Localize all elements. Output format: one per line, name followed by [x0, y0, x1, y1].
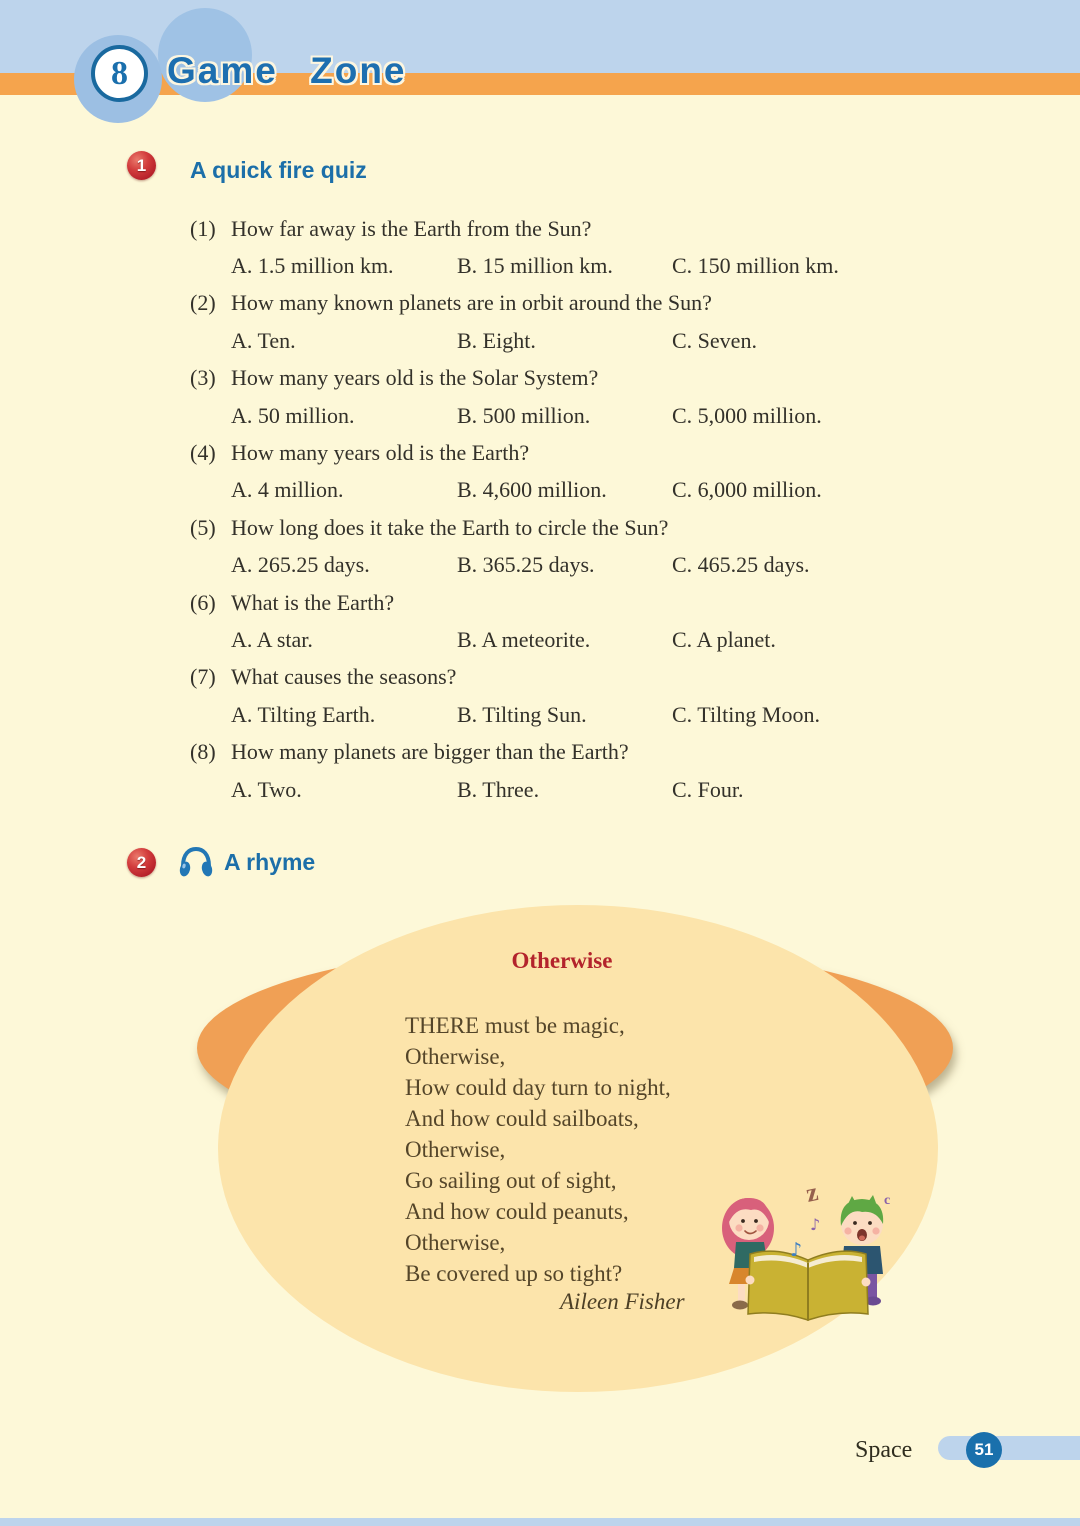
headphones-icon [178, 845, 214, 879]
option-b: B. 15 million km. [457, 253, 613, 279]
page-title: Game Zone [167, 50, 407, 91]
music-note: ♪ [810, 1215, 821, 1234]
question-line [0, 733, 1080, 770]
option-b: B. 365.25 days. [457, 552, 595, 578]
option-b: B. 500 million. [457, 402, 591, 428]
music-note: z [803, 1177, 821, 1208]
question-number: (6) [190, 589, 216, 615]
answer-line [0, 247, 1080, 284]
option-c: C. Tilting Moon. [672, 701, 820, 727]
question-line [0, 360, 1080, 397]
option-a: A. Two. [231, 776, 302, 802]
option-a: A. A star. [231, 626, 313, 652]
footer-band [0, 1518, 1080, 1526]
question-text: How many planets are bigger than the Earth? [231, 739, 629, 765]
option-c: C. 150 million km. [672, 253, 839, 279]
option-a: A. 50 million. [231, 402, 355, 428]
poem-line: And how could sailboats, [405, 1106, 639, 1131]
quiz-question [0, 659, 1080, 734]
page-number: 51 [974, 1440, 994, 1459]
section-2-badge [127, 848, 156, 877]
quiz-question [0, 285, 1080, 360]
question-text: What causes the seasons? [231, 664, 457, 690]
section-2-title: A rhyme [224, 849, 316, 875]
children-reading-illustration [710, 1168, 910, 1358]
unit-number-badge [91, 45, 148, 102]
poem-line: Go sailing out of sight, [405, 1168, 617, 1193]
option-b: B. A meteorite. [457, 626, 591, 652]
option-b: B. Eight. [457, 327, 536, 353]
page-number-badge [966, 1432, 1002, 1468]
footer-section-label: Space [855, 1437, 913, 1463]
music-note: ♪ [790, 1239, 803, 1261]
question-number: (5) [190, 514, 216, 540]
option-c: C. Seven. [672, 327, 757, 353]
option-a: A. 4 million. [231, 477, 344, 503]
question-line [0, 434, 1080, 471]
option-a: A. 265.25 days. [231, 552, 370, 578]
question-text: How far away is the Earth from the Sun? [231, 215, 592, 241]
poem-line: THERE must be magic, [405, 1013, 625, 1038]
poem-author: Aileen Fisher [560, 1289, 685, 1314]
question-number: (3) [190, 365, 216, 391]
question-number: (1) [190, 215, 216, 241]
quiz-question [0, 210, 1080, 285]
page-number-pill [938, 1436, 1080, 1460]
unit-number: 8 [111, 54, 128, 92]
question-text: What is the Earth? [231, 589, 395, 615]
option-a: A. 1.5 million km. [231, 253, 394, 279]
answer-line [0, 322, 1080, 359]
question-number: (7) [190, 664, 216, 690]
option-b: B. Tilting Sun. [457, 701, 587, 727]
poem-line: How could day turn to night, [405, 1075, 671, 1100]
question-line [0, 509, 1080, 546]
answer-line [0, 397, 1080, 434]
question-text: How many years old is the Earth? [231, 440, 530, 466]
question-line [0, 285, 1080, 322]
option-c: C. 5,000 million. [672, 402, 822, 428]
quiz-question [0, 733, 1080, 808]
poem-line: Otherwise, [405, 1230, 506, 1255]
option-c: C. 6,000 million. [672, 477, 822, 503]
quiz-question [0, 434, 1080, 509]
answer-line [0, 696, 1080, 733]
option-a: A. Ten. [231, 327, 296, 353]
option-a: A. Tilting Earth. [231, 701, 376, 727]
option-c: C. Four. [672, 776, 744, 802]
section-1-title: A quick fire quiz [190, 157, 367, 183]
answer-line [0, 547, 1080, 584]
answer-line [0, 472, 1080, 509]
option-c: C. A planet. [672, 626, 776, 652]
question-line [0, 584, 1080, 621]
poem-line: Otherwise, [405, 1044, 506, 1069]
question-text: How long does it take the Earth to circle the Sun? [231, 514, 669, 540]
question-line [0, 210, 1080, 247]
question-text: How many known planets are in orbit around the Sun? [231, 290, 712, 316]
option-b: B. 4,600 million. [457, 477, 607, 503]
section-2-number: 2 [136, 852, 147, 872]
option-b: B. Three. [457, 776, 540, 802]
quiz-question-list [0, 210, 1080, 808]
poem-line: Otherwise, [405, 1137, 506, 1162]
question-number: (2) [190, 290, 216, 316]
question-line [0, 659, 1080, 696]
music-note: c [884, 1193, 891, 1208]
question-number: (4) [190, 440, 216, 466]
header-stripe [0, 73, 1080, 95]
answer-line [0, 621, 1080, 658]
quiz-question [0, 584, 1080, 659]
option-c: C. 465.25 days. [672, 552, 810, 578]
answer-line [0, 771, 1080, 808]
poem-line: Be covered up so tight? [405, 1261, 623, 1286]
question-text: How many years old is the Solar System? [231, 365, 599, 391]
section-1-badge [127, 151, 156, 180]
section-1-number: 1 [136, 155, 147, 175]
poem-line: And how could peanuts, [405, 1199, 629, 1224]
question-number: (8) [190, 739, 216, 765]
poem-title: Otherwise [511, 948, 613, 973]
quiz-question [0, 509, 1080, 584]
quiz-question [0, 360, 1080, 435]
